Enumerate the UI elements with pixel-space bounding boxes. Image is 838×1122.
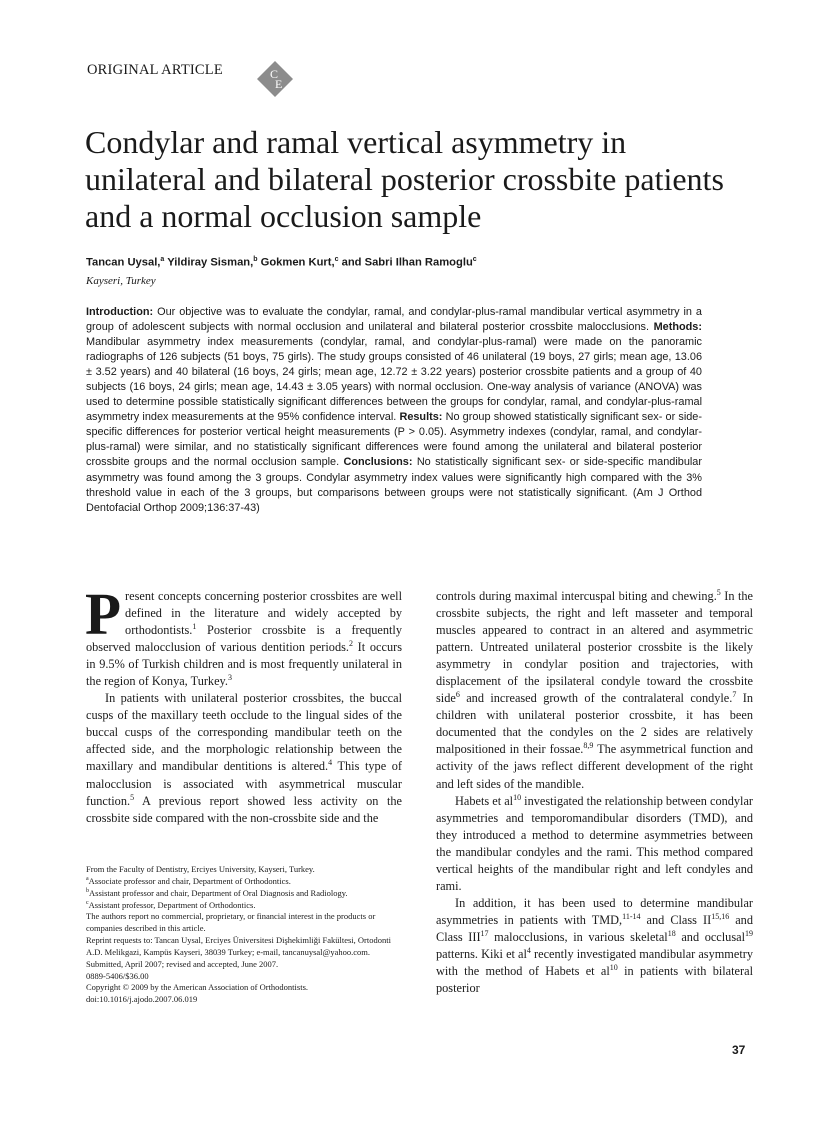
citation: 17 [480, 928, 489, 938]
affiliation-mark: b [253, 256, 258, 263]
footnote-c [86, 900, 402, 912]
citation: 3 [227, 673, 232, 683]
abstract-conclusions: No statistically significant sex- or side-specific mandibular asymmetry was found among the 3 groups. Condylar asymmetry index values were significantly high compared with the 3% threshold value in each of the 3 groups, but comparisons between groups were not statistically significant. (Am J Orthod Dentofacial Orthop 2009;136:37-43) [86, 456, 702, 514]
footnote-copyright: Copyright © 2009 by the American Association of Orthodontists. [86, 982, 309, 993]
abstract-heading-conclusions: Conclusions: [343, 456, 413, 469]
citation: 6 [455, 690, 460, 700]
footnote-b [86, 888, 402, 900]
citation: 5 [130, 792, 135, 802]
footnote-mark: c [86, 899, 89, 906]
citation: 5 [716, 587, 721, 597]
affiliation-mark: c [472, 256, 477, 263]
badge-letter-c: C [270, 67, 279, 81]
body-text: controls during maximal intercuspal biting and chewing. [436, 589, 717, 603]
footnote-submitted: Submitted, April 2007; revised and accepted, June 2007. [86, 958, 279, 969]
citation: 1 [192, 622, 197, 631]
page-number: 37 [732, 1043, 746, 1057]
abstract-heading-methods: Methods: [653, 321, 702, 334]
footnote-mark: b [86, 887, 89, 894]
body-text: Habets et al [455, 793, 514, 808]
drop-cap: P [85, 581, 122, 647]
footnotes [86, 864, 402, 1006]
citation: 10 [513, 792, 522, 802]
author-name: Gokmen Kurt, [260, 256, 335, 269]
ce-badge-icon [256, 60, 294, 98]
body-paragraph [436, 895, 753, 997]
footnote-mark: a [86, 876, 89, 883]
body-text: In patients with unilateral posterior crossbites, the buccal cusps of the maxillary teeth occlude to the lingual sides of the buccal cusps of the corresponding mandibular teeth on the affected side, and the morphologic relationship between the maxillary and mandibular dentitions is altered. [86, 691, 402, 774]
body-text: In the crossbite subjects, the right and left masseter and temporal muscles appeared to contract in an altered and asymmetric pattern. Untreated unilateral posterior crossbite is the likely asymmetry in condylar position and trajectories, with displacement of the ipsilateral condyle toward the crossbite side [436, 589, 753, 706]
body-text: malocclusions, in various skeletal [488, 929, 668, 944]
body-text: recently investigated mandibular asymmetry with the method of Habets et al [436, 946, 753, 979]
body-text: The asymmetrical function and activity of the jaws reflect different development of the right and left sides of the mandible. [436, 742, 753, 791]
footnote-text: Associate professor and chair, Department of Orthodontics. [88, 875, 291, 886]
author-list [86, 256, 477, 269]
body-paragraph-continued [436, 588, 753, 793]
citation: 18 [667, 928, 676, 938]
footnote-conflict: The authors report no commercial, proprietary, or financial interest in the products or companies described in this article. [86, 911, 376, 934]
body-text: It occurs in 9.5% of Turkish children and is most frequently unilateral in the region of Konya, Turkey. [86, 640, 402, 689]
footnote-text: Assistant professor, Department of Orthodontics. [88, 899, 256, 910]
body-column-left [85, 581, 403, 827]
citation: 4 [526, 945, 531, 955]
footnote-a [86, 876, 402, 888]
section-label: ORIGINAL ARTICLE [87, 62, 223, 78]
author-location: Kayseri, Turkey [86, 275, 156, 287]
body-column-right [436, 588, 753, 997]
body-text: In children with unilateral posterior crossbite, it has been documented that the condyles on the 2 sides are relatively malpositioned in their fossae. [436, 691, 753, 757]
author-name: Tancan Uysal, [86, 256, 161, 269]
abstract [86, 305, 702, 516]
citation: 7 [732, 690, 737, 700]
body-text: and increased growth of the contralateral condyle. [459, 691, 733, 706]
body-paragraph [85, 581, 402, 690]
body-text: resent concepts concerning posterior crossbites are well defined in the literature and widely accepted by orthodontists. [125, 589, 402, 638]
author-name: and Sabri Ilhan Ramoglu [341, 256, 473, 269]
citation: 8,9 [583, 741, 594, 751]
body-text: investigated the relationship between condylar asymmetries and temporomandibular disorders (TMD), and they introduced a method to determine asymmetries between the mandibular condyles and the rami. This method compared vertical heights of the mandibular right and left condyles and rami. [436, 793, 754, 893]
abstract-results: No group showed statistically significant sex- or side-specific differences for posterior vertical height measurements (P > 0.05). Asymmetry indexes (condylar, ramal, and condylar-plus-ramal) were similar, and no statistically significant differences were found among the unilateral and bilateral posterior crossbite groups and the normal occlusion sample. [86, 411, 702, 469]
author-name: Yildiray Sisman, [167, 256, 254, 269]
body-text: patterns. Kiki et al [436, 946, 527, 961]
badge-letter-e: E [275, 77, 283, 91]
footnote-reprint: Reprint requests to: Tancan Uysal, Erciyes Üniversitesi Dişhekimliği Fakültesi, Ortodonti A.D. Melikgazi, Kampüs Kayseri, 38039 Turkey; e-mail, tancanuysal@yahoo.com. [86, 935, 391, 957]
citation: 19 [745, 928, 753, 938]
footnote-affiliation: From the Faculty of Dentistry, Erciyes University, Kayseri, Turkey. [86, 864, 315, 874]
body-text: This type of malocclusion is associated with asymmetrical muscular function. [86, 759, 403, 808]
body-text: A previous report showed less activity on the crossbite side compared with the non-crossbite side and the [86, 793, 402, 825]
body-paragraph [436, 793, 753, 895]
body-text: In addition, it has been used to determine mandibular asymmetries in patients with TMD, [436, 895, 753, 927]
body-text: in patients with bilateral posterior [436, 964, 753, 996]
abstract-introduction: Our objective was to evaluate the condylar, ramal, and condylar-plus-ramal mandibular vertical asymmetry in a group of adolescent subjects with normal occlusion and unilateral and bilateral posterior crossbite malocclusions. [86, 306, 702, 334]
affiliation-mark: c [334, 256, 339, 263]
affiliation-mark: a [160, 256, 165, 263]
footnote-doi: doi:10.1016/j.ajodo.2007.06.019 [86, 994, 198, 1005]
body-text: and occlusal [675, 929, 745, 944]
citation: 4 [328, 758, 333, 768]
body-paragraph [86, 690, 402, 826]
abstract-heading-introduction: Introduction: [86, 306, 154, 318]
abstract-methods: Mandibular asymmetry index measurements (condylar, ramal, and condylar-plus-ramal) were made on the panoramic radiographs of 126 subjects (51 boys, 75 girls). The study groups consisted of 46 unilateral (19 boys, 27 girls; mean age, 13.06 ± 3.52 years) and 40 bilateral (16 boys, 24 girls; mean age, 12.72 ± 3.22 years) posterior crossbite patients and a group of 40 subjects (16 boys, 24 girls; mean age, 14.43 ± 3.05 years) with normal occlusion. One-way analysis of variance (ANOVA) was used to determine possible statistically significant differences between the groups for condylar, ramal, and condylar-plus-ramal asymmetry index measurements at the 95% confidence interval. [86, 336, 702, 424]
footnote-text: Assistant professor and chair, Department of Oral Diagnosis and Radiology. [89, 887, 348, 898]
citation: 15,16 [711, 911, 730, 921]
citation: 2 [348, 639, 353, 649]
footnote-price: 0889-5406/$36.00 [86, 970, 149, 981]
body-text: Posterior crossbite is a frequently observed malocclusion of various dentition periods. [86, 623, 402, 655]
body-text: and Class III [436, 912, 753, 944]
citation: 11-14 [622, 911, 641, 921]
abstract-heading-results: Results: [399, 411, 443, 424]
article-title: Condylar and ramal vertical asymmetry in unilateral and bilateral posterior crossbite patients and a normal occlusion sample [85, 124, 724, 234]
citation: 10 [609, 962, 618, 972]
body-text: and Class II [640, 912, 712, 927]
